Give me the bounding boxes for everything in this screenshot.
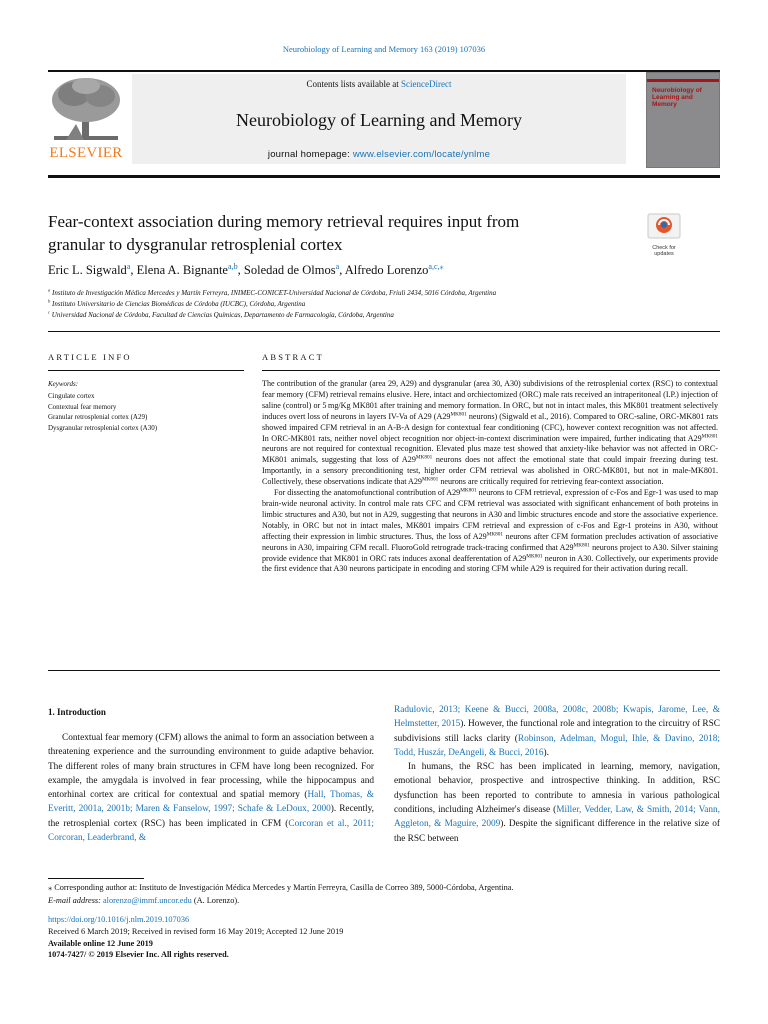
article-info-rule: [48, 370, 244, 371]
citation-link[interactable]: Corcoran et al., 2011; Corcoran, Leaderbrand, &: [48, 818, 374, 844]
author-1[interactable]: Eric L. Sigwald$^a$: [48, 261, 131, 277]
article-history: [48, 914, 728, 961]
doi-link[interactable]: https://doi.org/10.1016/j.nlm.2019.107036: [48, 915, 190, 924]
introduction-heading: 1. Introduction: [48, 707, 106, 717]
affiliation-a: $^a$ Instituto de Investigación Médica Mercedes y Martín Ferreyra, INIMEC-CONICET-Universidad Nacional de Córdoba, Friuli 2434, 5016 Córdoba, Argentina: [48, 287, 497, 297]
abstract-heading: ABSTRACT: [262, 352, 324, 362]
author-list: Eric L. Sigwald$^a$, Elena A. Bignante$^{a,b}$, Soledad de Olmos$^a$, Alfredo Lorenzo$^{a,c,⁎}$: [48, 261, 444, 277]
section-rule-top: [48, 331, 720, 332]
cover-title: Neurobiology of Learning and Memory: [652, 87, 702, 109]
elsevier-wordmark[interactable]: ELSEVIER: [49, 145, 123, 161]
journal-homepage: [132, 149, 626, 160]
keyword-item: Dysgranular retrosplenial cortex (A30): [48, 423, 158, 432]
citation-link[interactable]: Miller, Vedder, Law, & Smith, 2014; Vann, Aggleton, & Maguire, 2009: [394, 805, 721, 830]
abstract-paragraph-2: For dissecting the anatomofunctional contribution of $A29^{MK801}$ neurons to CFM retrieval, expression of c-Fos and Egr-1 was used to map brain-wide neuronal activity. In control male rats CFC and CFM retrieval was associated with significant enhancement of both proteins in limbic structures and A30, but not in A29, suggesting that neurons in A30 and limbic structures encode and store the associative experience. Notably, in ORC but not in intact males, MK801 impairs CFM retrieval and expression of c-Fos and Egr-1 proteins in A30, without affecting their expression in limbic structures. Thus, the loss of $A29^{MK801}$ neurons after CFM formation precludes activation of associative neurons in A30, impairing CFM recall. FluoroGold retrograde track-tracing confirmed that $A29^{MK801}$ neurons project to A30. Silver staining provide evidence that MK801 in ORC rats induces axonal deafferentation of $A29^{MK801}$ neuron in A30. Collectively, our experiments provide the first evidence that A30 neurons participate in encoding and storing CFM while A29 is required for their activation during recall.: [262, 487, 719, 574]
citation-link[interactable]: Radulovic, 2013; Keene & Bucci, 2008a, 2008c, 2008b; Kwapis, Jarome, Lee, & Helmstetter, 2015: [394, 705, 720, 730]
header-top-rule: [48, 70, 720, 72]
intro-right-column: [394, 703, 720, 846]
abstract-paragraph-1: The contribution of the granular (area 29, A29) and dysgranular (area 30, A30) subdivisions of the retrosplenial cortex (RSC) to contextual fear memory (CFM) retrieval remains elusive. Here, intact and orchiectomized (ORC) male rats received an intraperitoneal (I.P.) injection of saline (control) or 5 mg/Kg MK801 after training and memory formation. In ORC, but not in intact males, this MK801 treatment selectively induces overt loss of neurons in layers IV-Va of A29 ($A29^{MK801}$ neurons) (Sigwald et al., 2016). Compared to ORC-saline, ORC-MK801 rats showed impaired CFM retrieval in an A-B-A design for contextual fear conditioning (CFC), however context recognition was not affected. In ORC-MK801 rats, neither novel object recognition nor object-in-context discrimination were impaired, further indicating that $A29^{MK801}$ neurons are not required for contextual recognition. Elevated plus maze test showed that anxiety-like behavior was not affected in ORC-MK801 animals, suggesting that loss of $A29^{MK801}$ neurons does not affect the emotional state that could impair freezing during test. Importantly, in a sensory preconditioning test, higher order CFM retrieval was abolished in ORC-MK801, but not in male-MK801. Collectively, these observations indicate that $A29^{MK801}$ neurons are critically required for retrieving fear-context association.: [262, 379, 719, 487]
check-for-updates-badge[interactable]: [644, 212, 684, 257]
received-dates: Received 6 March 2019; Received in revised form 16 May 2019; Accepted 12 June 2019: [48, 926, 344, 936]
author-2[interactable]: Elena A. Bignante$^{a,b}$: [136, 261, 238, 277]
citation-link[interactable]: Hall, Thomas, & Everitt, 2001a, 2001b; Maren & Fanselow, 1997; Schafe & LeDoux, 2000: [48, 790, 375, 815]
contents-prefix: Contents lists available at: [306, 79, 401, 89]
cover-band: [647, 79, 719, 82]
affiliation-c: $^c$ Universidad Nacional de Córdoba, Facultad de Ciencias Químicas, Departamento de Farmacología, Córdoba, Argentina: [48, 309, 394, 319]
copyright: 1074-7427/ © 2019 Elsevier Inc. All rights reserved.: [48, 950, 229, 960]
affiliation-b: $^b$ Instituto Universitario de Ciencias Biomédicas de Córdoba (IUCBC), Córdoba, Argentina: [48, 298, 306, 308]
author-3[interactable]: Soledad de Olmos$^a$: [243, 261, 340, 277]
keyword-list: [48, 391, 157, 433]
check-updates-label: Check for updates: [652, 245, 676, 257]
abstract-rule: [262, 370, 720, 371]
available-online: Available online 12 June 2019: [48, 938, 153, 948]
abstract-body: [262, 379, 718, 575]
journal-cover-thumbnail[interactable]: [646, 72, 720, 168]
email-line: E-mail address: alorenzo@immf.uncor.edu (A. Lorenzo).: [48, 895, 240, 905]
check-updates-icon: [644, 212, 684, 240]
journal-title: Neurobiology of Learning and Memory: [236, 110, 522, 130]
keyword-item: Cingulate cortex: [48, 392, 95, 400]
intro-paragraph-2: In humans, the RSC has been implicated in learning, memory, navigation, emotional behavior, prospective and introspective thinking. In addition, RSC dysfunction has been reported to contribute to amnesia in various pathological conditions, including Alzheimer's disease (Miller, Vedder, Law, & Smith, 2014; Vann, Aggleton, & Maguire, 2009). Despite the significant difference in the relative size of the RSC between: [394, 762, 721, 844]
homepage-link[interactable]: www.elsevier.com/locate/ynlme: [352, 149, 491, 160]
keyword-item: Granular retrosplenial cortex (A29): [48, 413, 148, 421]
author-4[interactable]: Alfredo Lorenzo$^{a,c,⁎}$: [344, 261, 444, 277]
elsevier-tree-logo: [46, 74, 126, 144]
title-line-1: Fear-context association during memory retrieval requires input from: [48, 212, 520, 231]
article-info-heading: ARTICLE INFO: [48, 352, 132, 362]
header-bottom-rule: [48, 175, 720, 178]
title-line-2: granular to dysgranular retrosplenial cortex: [48, 235, 343, 254]
homepage-prefix: journal homepage:: [267, 149, 353, 160]
intro-paragraph-continued: Radulovic, 2013; Keene & Bucci, 2008a, 2008c, 2008b; Kwapis, Jarome, Lee, & Helmstetter, 2015). However, the functional role and integration to the circuitry of RSC subdivisions still lacks clarity (Robinson, Adelman, Mogul, Ihle, & Davino, 2018; Todd, Huszár, DeAngeli, & Bucci, 2016).: [394, 705, 721, 758]
keyword-item: Contextual fear memory: [48, 402, 117, 411]
section-rule-bottom: [48, 670, 720, 671]
intro-left-column: [48, 731, 374, 845]
article-title: [48, 210, 608, 256]
footnote-rule: [48, 878, 144, 879]
email-link[interactable]: alorenzo@immf.uncor.edu: [103, 895, 192, 905]
citation-link[interactable]: Robinson, Adelman, Mogul, Ihle, & Davino, 2018; Todd, Huszár, DeAngeli, & Bucci, 2016: [394, 733, 720, 758]
corresponding-author: ⁎ Corresponding author at: Instituto de Investigación Médica Mercedes y Martín Ferreyra, Casilla de Correo 389, 5000-Córdoba, Argentina.: [48, 883, 514, 892]
sciencedirect-link[interactable]: ScienceDirect: [401, 79, 452, 89]
journal-citation-link[interactable]: Neurobiology of Learning and Memory 163 (2019) 107036: [282, 44, 486, 54]
intro-paragraph-1: Contextual fear memory (CFM) allows the animal to form an association between a threatening experience and the surrounding environment to guide adaptive behavior. The different roles of many brain structures in CFM have long been recognized. For example, the amygdala is involved in fear processing, while the hippocampus and entorhinal cortex are critical for contextual and spatial memory (Hall, Thomas, & Everitt, 2001a, 2001b; Maren & Fanselow, 1997; Schafe & LeDoux, 2000). Recently, the retrosplenial cortex (RSC) has been implicated in CFM (Corcoran et al., 2011; Corcoran, Leaderbrand, &: [48, 733, 375, 844]
keywords-label: Keywords:: [48, 380, 79, 388]
corresponding-author-note: [48, 882, 728, 908]
contents-available: [132, 79, 626, 89]
